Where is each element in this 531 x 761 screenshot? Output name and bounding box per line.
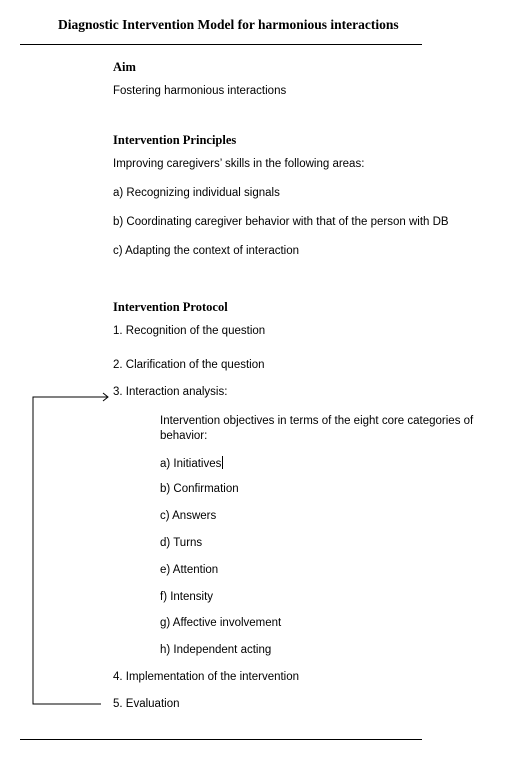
category-item: c) Answers <box>160 510 217 522</box>
feedback-loop-line <box>33 397 108 704</box>
category-item: g) Affective involvement <box>160 617 282 629</box>
principles-intro: Improving caregivers’ skills in the following areas: <box>113 158 365 170</box>
protocol-step: 2. Clarification of the question <box>113 359 265 371</box>
category-item: d) Turns <box>160 537 203 549</box>
category-item: b) Confirmation <box>160 483 239 495</box>
protocol-heading: Intervention Protocol <box>113 300 228 314</box>
protocol-step: 4. Implementation of the intervention <box>113 671 300 683</box>
category-item: h) Independent acting <box>160 644 272 656</box>
category-item: e) Attention <box>160 564 219 576</box>
category-label: a) Initiatives <box>160 458 222 470</box>
protocol-step: 3. Interaction analysis: <box>113 386 228 398</box>
aim-heading: Aim <box>113 60 136 74</box>
principle-item: b) Coordinating caregiver behavior with that of the person with DB <box>113 216 449 228</box>
objectives-intro: Intervention objectives in terms of the eight core categories of behavior: <box>160 415 474 442</box>
bottom-divider <box>20 739 422 740</box>
principle-item: c) Adapting the context of interaction <box>113 245 300 257</box>
protocol-step: 5. Evaluation <box>113 698 180 710</box>
document-title: Diagnostic Intervention Model for harmonious interactions <box>58 17 399 32</box>
principles-heading: Intervention Principles <box>113 133 237 147</box>
aim-text: Fostering harmonious interactions <box>113 85 287 97</box>
protocol-step: 1. Recognition of the question <box>113 325 266 337</box>
principle-item: a) Recognizing individual signals <box>113 187 280 199</box>
category-item: f) Intensity <box>160 591 214 603</box>
